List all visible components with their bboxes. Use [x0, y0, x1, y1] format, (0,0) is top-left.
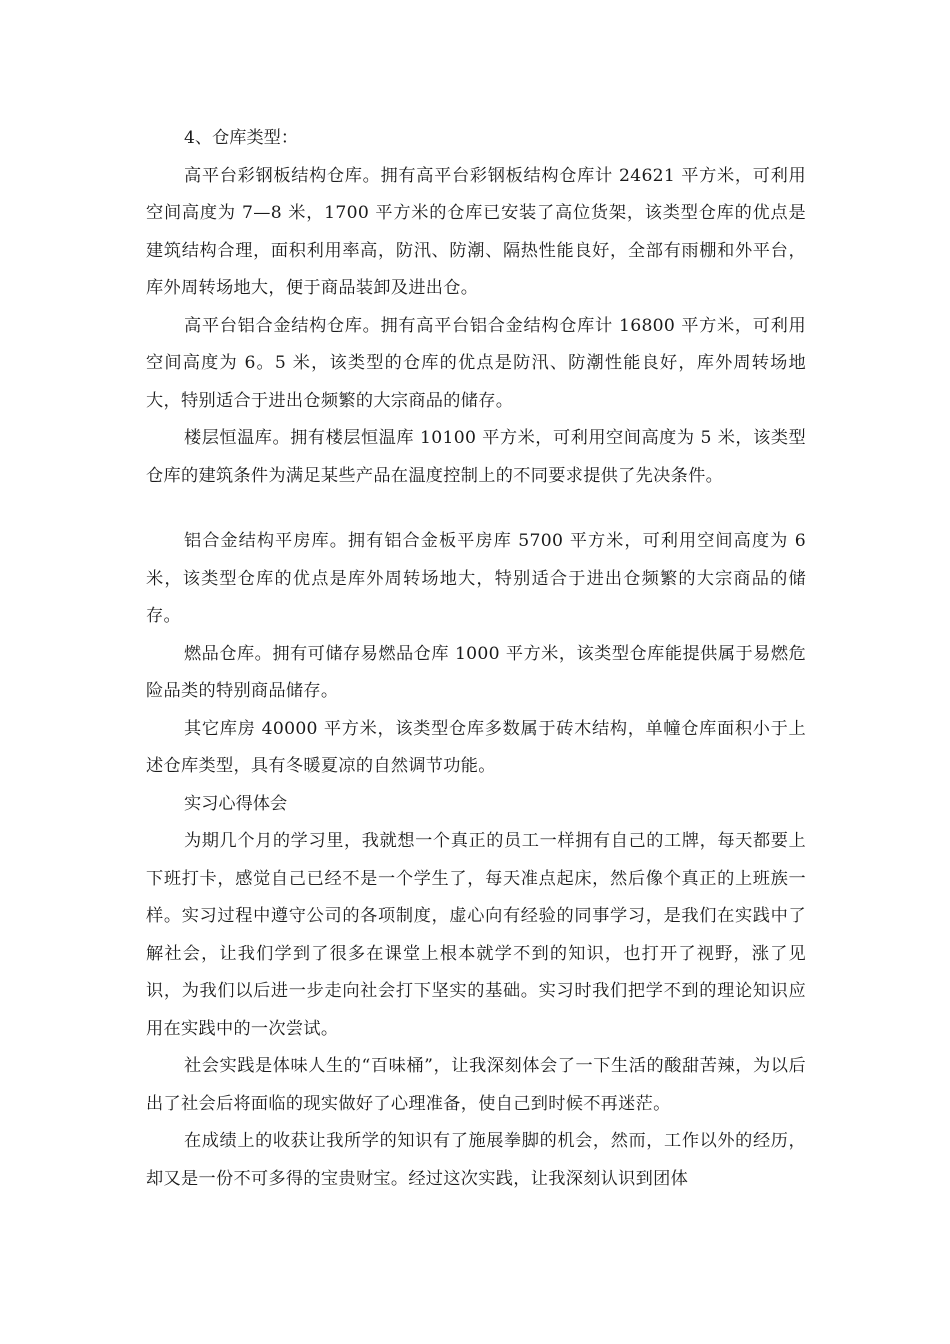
section-heading-internship-experience: 实习心得体会	[184, 793, 288, 814]
paragraph-constant-temperature-warehouse: 楼层恒温库。拥有楼层恒温库 10100 平方米，可利用空间高度为 5 米，该类型仓库的建筑条件为满足某些产品在温度控制上的不同要求提供了先决条件。	[146, 428, 806, 486]
paragraph-aluminum-warehouse: 高平台铝合金结构仓库。拥有高平台铝合金结构仓库计 16800 平方米，可利用空间高度为 6。5 米，该类型的仓库的优点是防汛、防潮性能良好，库外周转场地大，特别适合于进出仓频繁的大宗商品的储存。	[146, 315, 806, 411]
paragraph-experience-1: 为期几个月的学习里，我就想一个真正的员工一样拥有自己的工牌，每天都要上下班打卡，感觉自己已经不是一个学生了，每天准点起床，然后像个真正的上班族一样。实习过程中遵守公司的各项制度，虚心向有经验的同事学习，是我们在实践中了解社会，让我们学到了很多在课堂上根本就学不到的知识，也打开了视野，涨了见识，为我们以后进一步走向社会打下坚实的基础。实习时我们把学不到的理论知识应用在实践中的一次尝试。	[146, 831, 806, 1039]
section-heading-warehouse-types: 4、仓库类型：	[184, 128, 299, 148]
paragraph-color-steel-warehouse: 高平台彩钢板结构仓库。拥有高平台彩钢板结构仓库计 24621 平方米，可利用空间高度为 7—8 米，1700 平方米的仓库已安装了高位货架，该类型仓库的优点是建筑结构合理，面积利用率高，防汛、防潮、隔热性能良好，全部有雨棚和外平台，库外周转场地大，便于商品装卸及进出仓。	[146, 165, 806, 298]
paragraph-experience-2: 社会实践是体味人生的“百味桶”，让我深刻体会了一下生活的酸甜苦辣，为以后出了社会后将面临的现实做好了心理准备，使自己到时候不再迷茫。	[146, 1056, 806, 1114]
paragraph-gap	[146, 495, 806, 523]
paragraph-experience-3: 在成绩上的收获让我所学的知识有了施展拳脚的机会，然而，工作以外的经历，却又是一份不可多得的宝贵财宝。经过这次实践，让我深刻认识到团体	[146, 1131, 806, 1189]
paragraph-flammables-warehouse: 燃品仓库。拥有可储存易燃品仓库 1000 平方米，该类型仓库能提供属于易燃危险品类的特别商品储存。	[146, 643, 806, 701]
document-body	[146, 120, 806, 1198]
paragraph-aluminum-bungalow-warehouse: 铝合金结构平房库。拥有铝合金板平房库 5700 平方米，可利用空间高度为 6 米，该类型仓库的优点是库外周转场地大，特别适合于进出仓频繁的大宗商品的储存。	[146, 531, 806, 626]
paragraph-other-warehouses: 其它库房 40000 平方米，该类型仓库多数属于砖木结构，单幢仓库面积小于上述仓库类型，具有冬暖夏凉的自然调节功能。	[146, 718, 806, 776]
